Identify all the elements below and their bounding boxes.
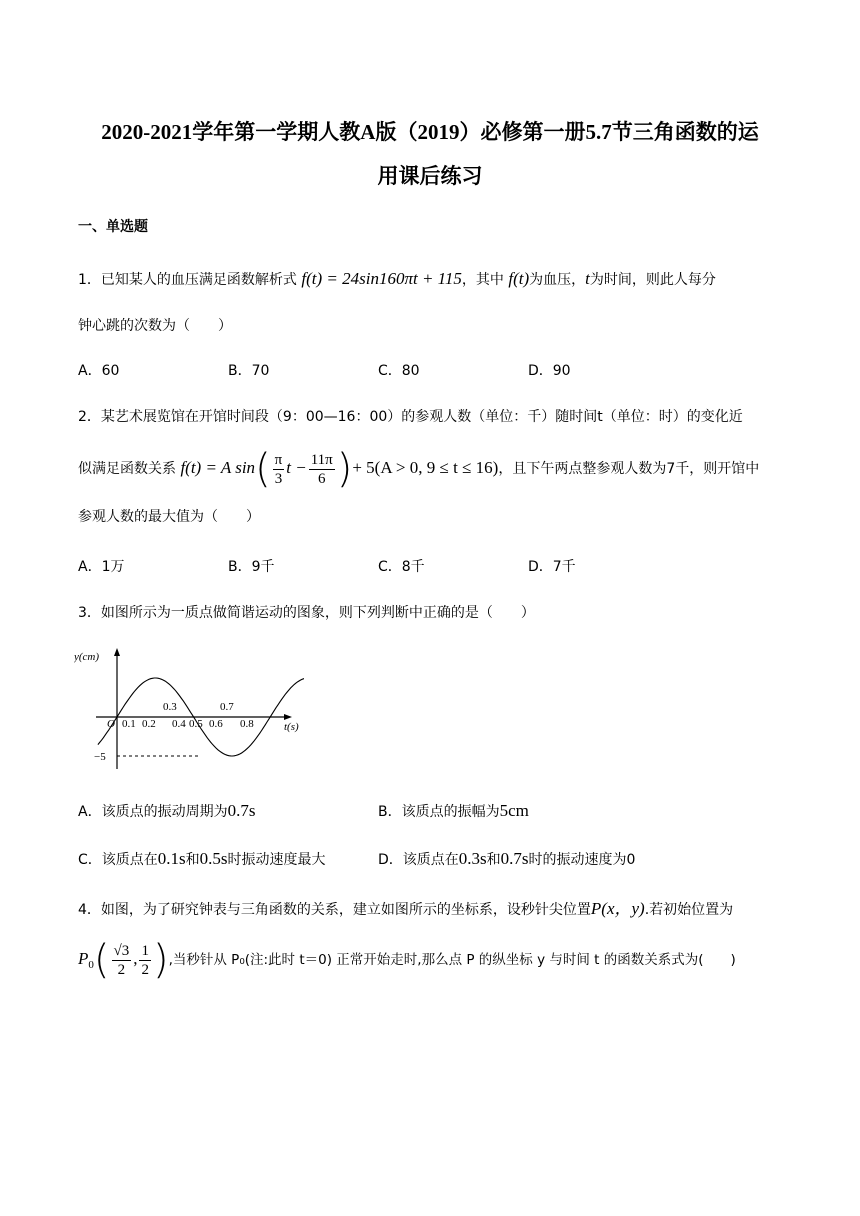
q2-option-a[interactable]: A．1万 — [78, 559, 125, 575]
q2-option-d[interactable]: D．7千 — [528, 559, 576, 575]
q4-frac-2 — [139, 942, 151, 979]
q1-prefix: 1．已知某人的血压满足函数解析式 — [78, 272, 297, 288]
q1-tail: 为时间，则此人每分 — [589, 272, 716, 288]
section-heading: 一、单选题 — [78, 219, 148, 235]
q4-left-paren: ( — [93, 937, 110, 983]
tick-0-5: 0.5 — [189, 718, 203, 730]
tick-0-6: 0.6 — [209, 718, 223, 730]
document-title — [60, 110, 800, 198]
tick-0-1: 0.1 — [122, 718, 136, 730]
q2-option-b[interactable]: B．9千 — [228, 559, 275, 575]
q4-frac-1-num: √3 — [113, 942, 130, 959]
tick-0-4: 0.4 — [172, 718, 186, 730]
q4-line-2-tail: ,当秒针从 P₀(注:此时 t＝0) 正常开始走时,那么点 P 的纵坐标 y 与时间 t 的函数关系式为( ) — [168, 952, 736, 968]
q2-frac-1-den: 3 — [274, 470, 283, 487]
q2-frac-1-num: π — [274, 451, 283, 468]
q3-option-c-text-2: 和 — [185, 852, 200, 868]
question-2-line-3: 参观人数的最大值为（ ） — [78, 509, 260, 525]
q2-option-c[interactable]: C．8千 — [378, 559, 425, 575]
q3-option-b-math: 5cm — [499, 801, 529, 820]
q4-p0: P — [78, 949, 89, 968]
question-2-line-2 — [78, 444, 782, 493]
q2-frac-2 — [309, 451, 335, 488]
q2-t-mid: t − — [286, 458, 307, 477]
q1-mid1: ，其中 — [461, 272, 504, 288]
q2-frac-2-num: 11π — [310, 451, 333, 468]
q3-option-a-text: A．该质点的振动周期为 — [78, 804, 228, 820]
q3-option-c-text-1: C．该质点在 — [78, 852, 158, 868]
q3-option-c-text-3: 时振动速度最大 — [227, 852, 326, 868]
ymin-label: −5 — [94, 751, 106, 763]
q2-prefix: 似满足函数关系 — [78, 461, 176, 477]
q2-lhs: f(t) = A sin — [180, 458, 256, 477]
q4-frac-1 — [112, 942, 132, 979]
q3-option-c-math-2: 0.5s — [199, 849, 228, 868]
question-1-line-2: 钟心跳的次数为（ ） — [78, 318, 232, 334]
question-2-line-1: 2．某艺术展览馆在开馆时间段（9：00—16：00）的参观人数（单位：千）随时间t（单位：时）的变化近 — [78, 409, 743, 425]
q3-option-a-math: 0.7s — [227, 801, 256, 820]
q3-option-d[interactable] — [378, 836, 778, 883]
q3-option-c-math-1: 0.1s — [157, 849, 186, 868]
q4-comma: , — [133, 949, 138, 968]
q1-option-c[interactable]: C．80 — [378, 363, 420, 379]
x-axis-label: t(s) — [284, 721, 299, 733]
q4-point: P(x，y) — [590, 899, 645, 918]
question-1-line-1 — [78, 256, 782, 303]
q4-line-1-tail: .若初始位置为 — [644, 902, 734, 918]
q3-option-d-text-2: 和 — [486, 852, 501, 868]
q1-mid2: 为血压， — [529, 272, 586, 288]
q1-ft: f(t) — [508, 269, 530, 288]
q3-option-d-math-1: 0.3s — [458, 849, 487, 868]
question-4-line-1 — [78, 886, 782, 933]
q1-t: t — [585, 269, 590, 288]
q3-option-b[interactable] — [378, 788, 758, 835]
harmonic-motion-graph — [74, 644, 304, 774]
q2-frac-2-den: 6 — [317, 470, 326, 487]
q2-frac-1 — [273, 451, 285, 488]
q3-option-d-text-1: D．该质点在 — [378, 852, 459, 868]
question-3-line-1: 3．如图所示为一质点做简谐运动的图象，则下列判断中正确的是（ ） — [78, 605, 535, 621]
right-paren: ) — [336, 446, 353, 492]
y-axis-label: y(cm) — [74, 651, 100, 663]
left-paren: ( — [255, 446, 271, 492]
q3-option-c[interactable] — [78, 836, 378, 883]
q4-p0-sub: 0 — [88, 958, 94, 971]
q3-option-b-text: B．该质点的振幅为 — [378, 804, 500, 820]
x-axis-arrow — [284, 714, 292, 720]
tick-0-2: 0.2 — [142, 718, 156, 730]
q4-frac-2-den: 2 — [141, 961, 149, 978]
q3-option-d-text-3: 时的振动速度为0 — [528, 852, 636, 868]
q4-frac-2-num: 1 — [141, 942, 149, 959]
q3-option-a[interactable] — [78, 788, 398, 835]
q2-suffix: ，且下午两点整参观人数为7千，则开馆中 — [498, 461, 760, 477]
q4-line-1-text: 4．如图，为了研究钟表与三角函数的关系，建立如图所示的坐标系，设秒针尖位置 — [78, 902, 591, 918]
tick-0-8: 0.8 — [240, 718, 254, 730]
q1-option-b[interactable]: B．70 — [228, 363, 270, 379]
tick-0-3: 0.3 — [163, 701, 177, 713]
q2-tail: + 5(A > 0, 9 ≤ t ≤ 16) — [352, 458, 499, 477]
title-line-2: 用课后练习 — [377, 164, 483, 188]
q4-right-paren: ) — [152, 937, 169, 983]
tick-0-7: 0.7 — [220, 701, 234, 713]
question-1 — [78, 256, 782, 349]
q1-formula: f(t) = 24sin160πt + 115 — [301, 269, 462, 288]
q1-option-a[interactable]: A．60 — [78, 363, 120, 379]
q4-frac-1-den: 2 — [117, 961, 126, 978]
q3-option-d-math-2: 0.7s — [500, 849, 529, 868]
origin-label: O — [107, 718, 115, 730]
title-line-1: 2020-2021学年第一学期人教A版（2019）必修第一册5.7节三角函数的运 — [101, 120, 759, 144]
q1-option-d[interactable]: D．90 — [528, 363, 571, 379]
question-4-line-2 — [78, 934, 782, 990]
y-axis-arrow — [114, 648, 120, 656]
